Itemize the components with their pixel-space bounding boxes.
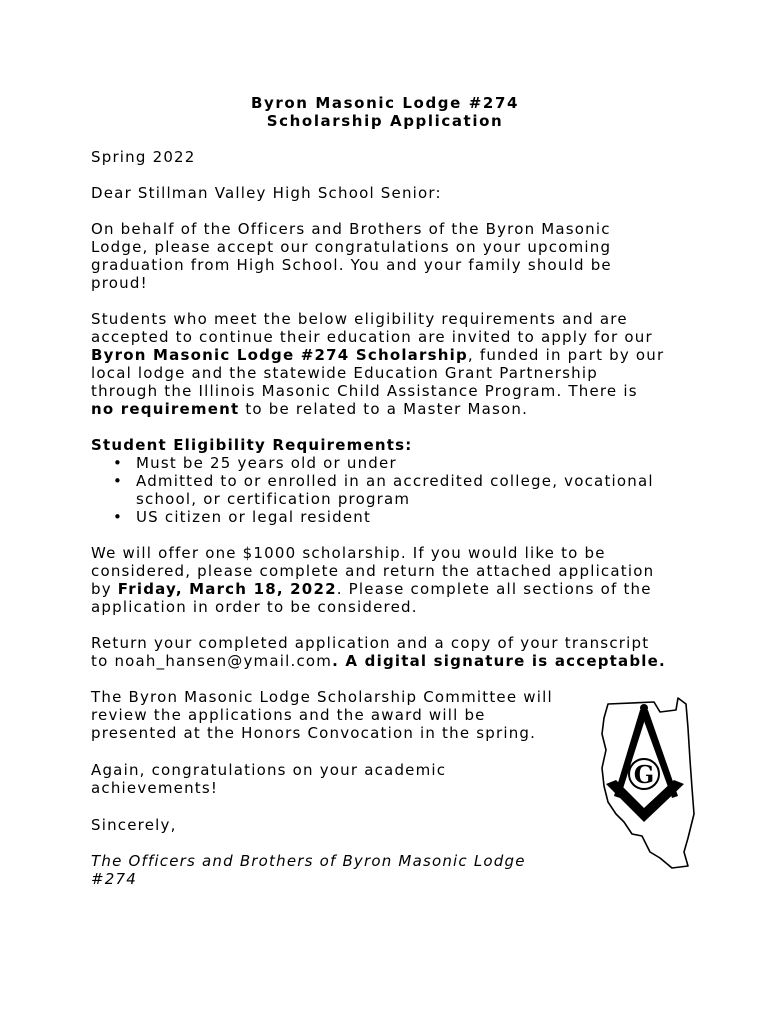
intro-line: On behalf of the Officers and Brothers of the Byron Masonic xyxy=(91,220,611,238)
signature-line: #274 xyxy=(91,870,137,888)
intro-paragraph xyxy=(91,220,691,292)
eligibility-section xyxy=(91,436,691,526)
digital-signature-note: . A digital signature is acceptable. xyxy=(332,652,666,670)
list-item: • US citizen or legal resident xyxy=(113,508,372,526)
paragraph-line: application in order to be considered. xyxy=(91,598,418,616)
paragraph-line: by Friday, March 18, 2022. Please complete all sections of the xyxy=(91,580,652,598)
paragraph-line: Students who meet the below eligibility requirements and are xyxy=(91,310,628,328)
paragraph-line: review the applications and the award will be xyxy=(91,706,486,724)
paragraph-line: Again, congratulations on your academic xyxy=(91,761,447,779)
intro-line: graduation from High School. You and your family should be xyxy=(91,256,612,274)
bullet-icon: • xyxy=(113,508,124,526)
paragraph-line: Return your completed application and a copy of your transcript xyxy=(91,634,650,652)
email-address: noah_hansen@ymail.com xyxy=(114,652,333,670)
intro-line: proud! xyxy=(91,274,148,292)
signoff: Sincerely, xyxy=(91,816,177,834)
signature-line: The Officers and Brothers of Byron Masonic Lodge xyxy=(91,852,526,870)
paragraph-line: The Byron Masonic Lodge Scholarship Committee will xyxy=(91,688,553,706)
paragraph-line: presented at the Honors Convocation in the spring. xyxy=(91,724,537,742)
document-title-line1: Byron Masonic Lodge #274 xyxy=(250,94,520,112)
paragraph-line: considered, please complete and return the attached application xyxy=(91,562,655,580)
paragraph-line: to noah_hansen@ymail.com. A digital signature is acceptable. xyxy=(91,652,666,670)
paragraph-line: no requirement to be related to a Master Mason. xyxy=(91,400,529,418)
letter-salutation: Dear Stillman Valley High School Senior: xyxy=(91,184,442,202)
eligibility-heading: Student Eligibility Requirements: xyxy=(91,436,413,454)
offer-paragraph xyxy=(91,544,691,616)
emblem-letter: G xyxy=(633,760,655,789)
list-item: • Admitted to or enrolled in an accredited college, vocational school, or certification program xyxy=(113,472,654,508)
paragraph-line: local lodge and the statewide Education Grant Partnership xyxy=(91,364,598,382)
letter-date: Spring 2022 xyxy=(91,148,196,166)
masonic-emblem-icon xyxy=(594,688,698,874)
deadline-date: Friday, March 18, 2022 xyxy=(117,580,337,598)
paragraph-line: We will offer one $1000 scholarship. If you would like to be xyxy=(91,544,606,562)
bullet-icon: • xyxy=(113,454,124,472)
document-title-line2: Scholarship Application xyxy=(266,112,504,130)
paragraph-line: achievements! xyxy=(91,779,219,797)
paragraph-line: through the Illinois Masonic Child Assistance Program. There is xyxy=(91,382,638,400)
scholarship-name: Byron Masonic Lodge #274 Scholarship xyxy=(91,346,468,364)
no-requirement-emphasis: no requirement xyxy=(91,400,240,418)
paragraph-line: accepted to continue their education are invited to apply for our xyxy=(91,328,653,346)
bullet-icon: • xyxy=(113,472,124,490)
intro-line: Lodge, please accept our congratulations on your upcoming xyxy=(91,238,612,256)
paragraph-line: Byron Masonic Lodge #274 Scholarship, funded in part by our xyxy=(91,346,665,364)
eligibility-list xyxy=(91,454,691,526)
list-item: • Must be 25 years old or under xyxy=(113,454,397,472)
return-paragraph xyxy=(91,634,691,670)
eligibility-invitation-paragraph xyxy=(91,310,691,418)
